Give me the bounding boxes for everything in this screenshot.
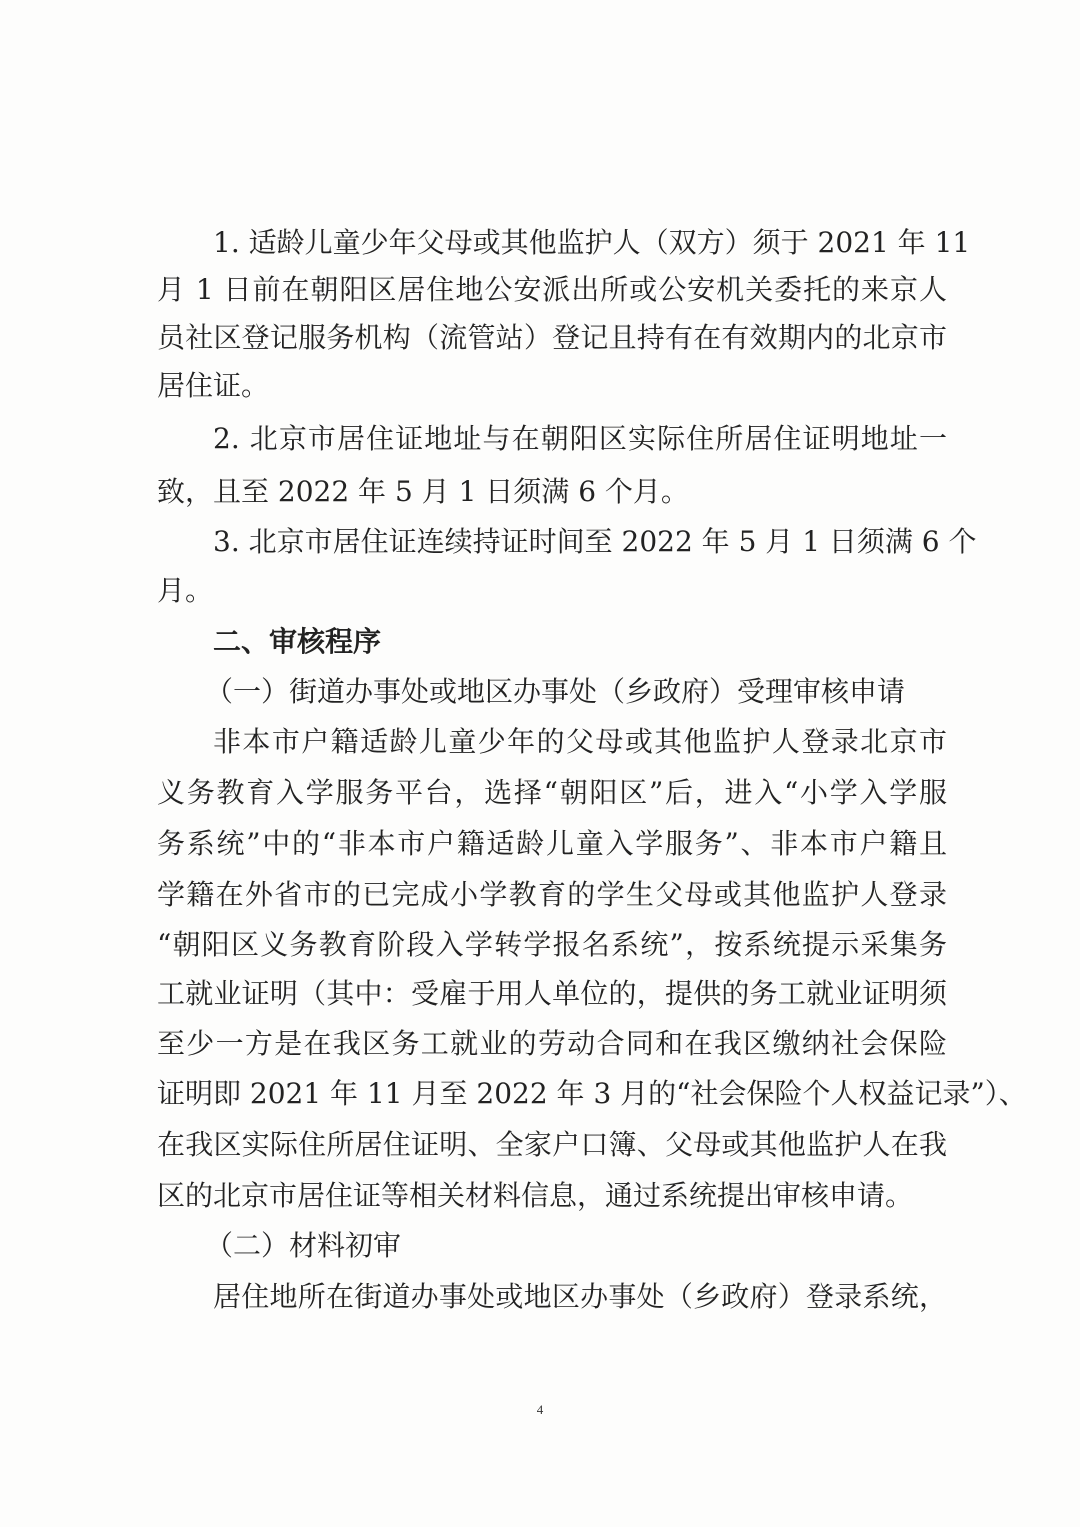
subsection-heading-2: （二）材料初审	[205, 1229, 402, 1262]
paragraph-4-line-9: 在我区实际住所居住证明、全家户口簿、父母或其他监护人在我	[157, 1128, 947, 1161]
paragraph-4-line-8: 证明即 2021 年 11 月至 2022 年 3 月的“社会保险个人权益记录”）、	[157, 1077, 1027, 1110]
section-heading: 二、审核程序	[213, 625, 382, 658]
paragraph-4-line-5: “朝阳区义务教育阶段入学转学报名系统”，按系统提示采集务	[157, 928, 947, 961]
page-number: 4	[536, 1402, 544, 1417]
paragraph-2-line-1: 2. 北京市居住证地址与在朝阳区实际住所居住证明地址一	[213, 422, 947, 455]
paragraph-4-line-2: 义务教育入学服务平台，选择“朝阳区”后，进入“小学入学服	[157, 776, 947, 809]
paragraph-4-line-1: 非本市户籍适龄儿童少年的父母或其他监护人登录北京市	[213, 725, 947, 758]
paragraph-4-line-3: 务系统”中的“非本市户籍适龄儿童入学服务”、非本市户籍且	[157, 827, 947, 860]
paragraph-1-line-1: 1. 适龄儿童少年父母或其他监护人（双方）须于 2021 年 11	[213, 226, 971, 259]
paragraph-2-line-2: 致，且至 2022 年 5 月 1 日须满 6 个月。	[157, 475, 689, 508]
paragraph-4-line-4: 学籍在外省市的已完成小学教育的学生父母或其他监护人登录	[157, 878, 947, 911]
paragraph-1-line-3: 员社区登记服务机构（流管站）登记且持有在有效期内的北京市	[157, 321, 947, 354]
paragraph-4-line-10: 区的北京市居住证等相关材料信息，通过系统提出审核申请。	[157, 1179, 914, 1212]
subsection-heading-1: （一）街道办事处或地区办事处（乡政府）受理审核申请	[205, 675, 906, 708]
paragraph-3-line-1: 3. 北京市居住证连续持证时间至 2022 年 5 月 1 日须满 6 个	[213, 525, 977, 558]
paragraph-1-line-2: 月 1 日前在朝阳区居住地公安派出所或公安机关委托的来京人	[157, 273, 947, 306]
paragraph-1-line-4: 居住证。	[157, 369, 270, 402]
paragraph-3-line-2: 月。	[157, 574, 214, 607]
paragraph-4-line-6: 工就业证明（其中：受雇于用人单位的，提供的务工就业证明须	[157, 977, 947, 1010]
paragraph-5-line-1: 居住地所在街道办事处或地区办事处（乡政府）登录系统，	[213, 1280, 947, 1313]
paragraph-4-line-7: 至少一方是在我区务工就业的劳动合同和在我区缴纳社会保险	[157, 1027, 947, 1060]
